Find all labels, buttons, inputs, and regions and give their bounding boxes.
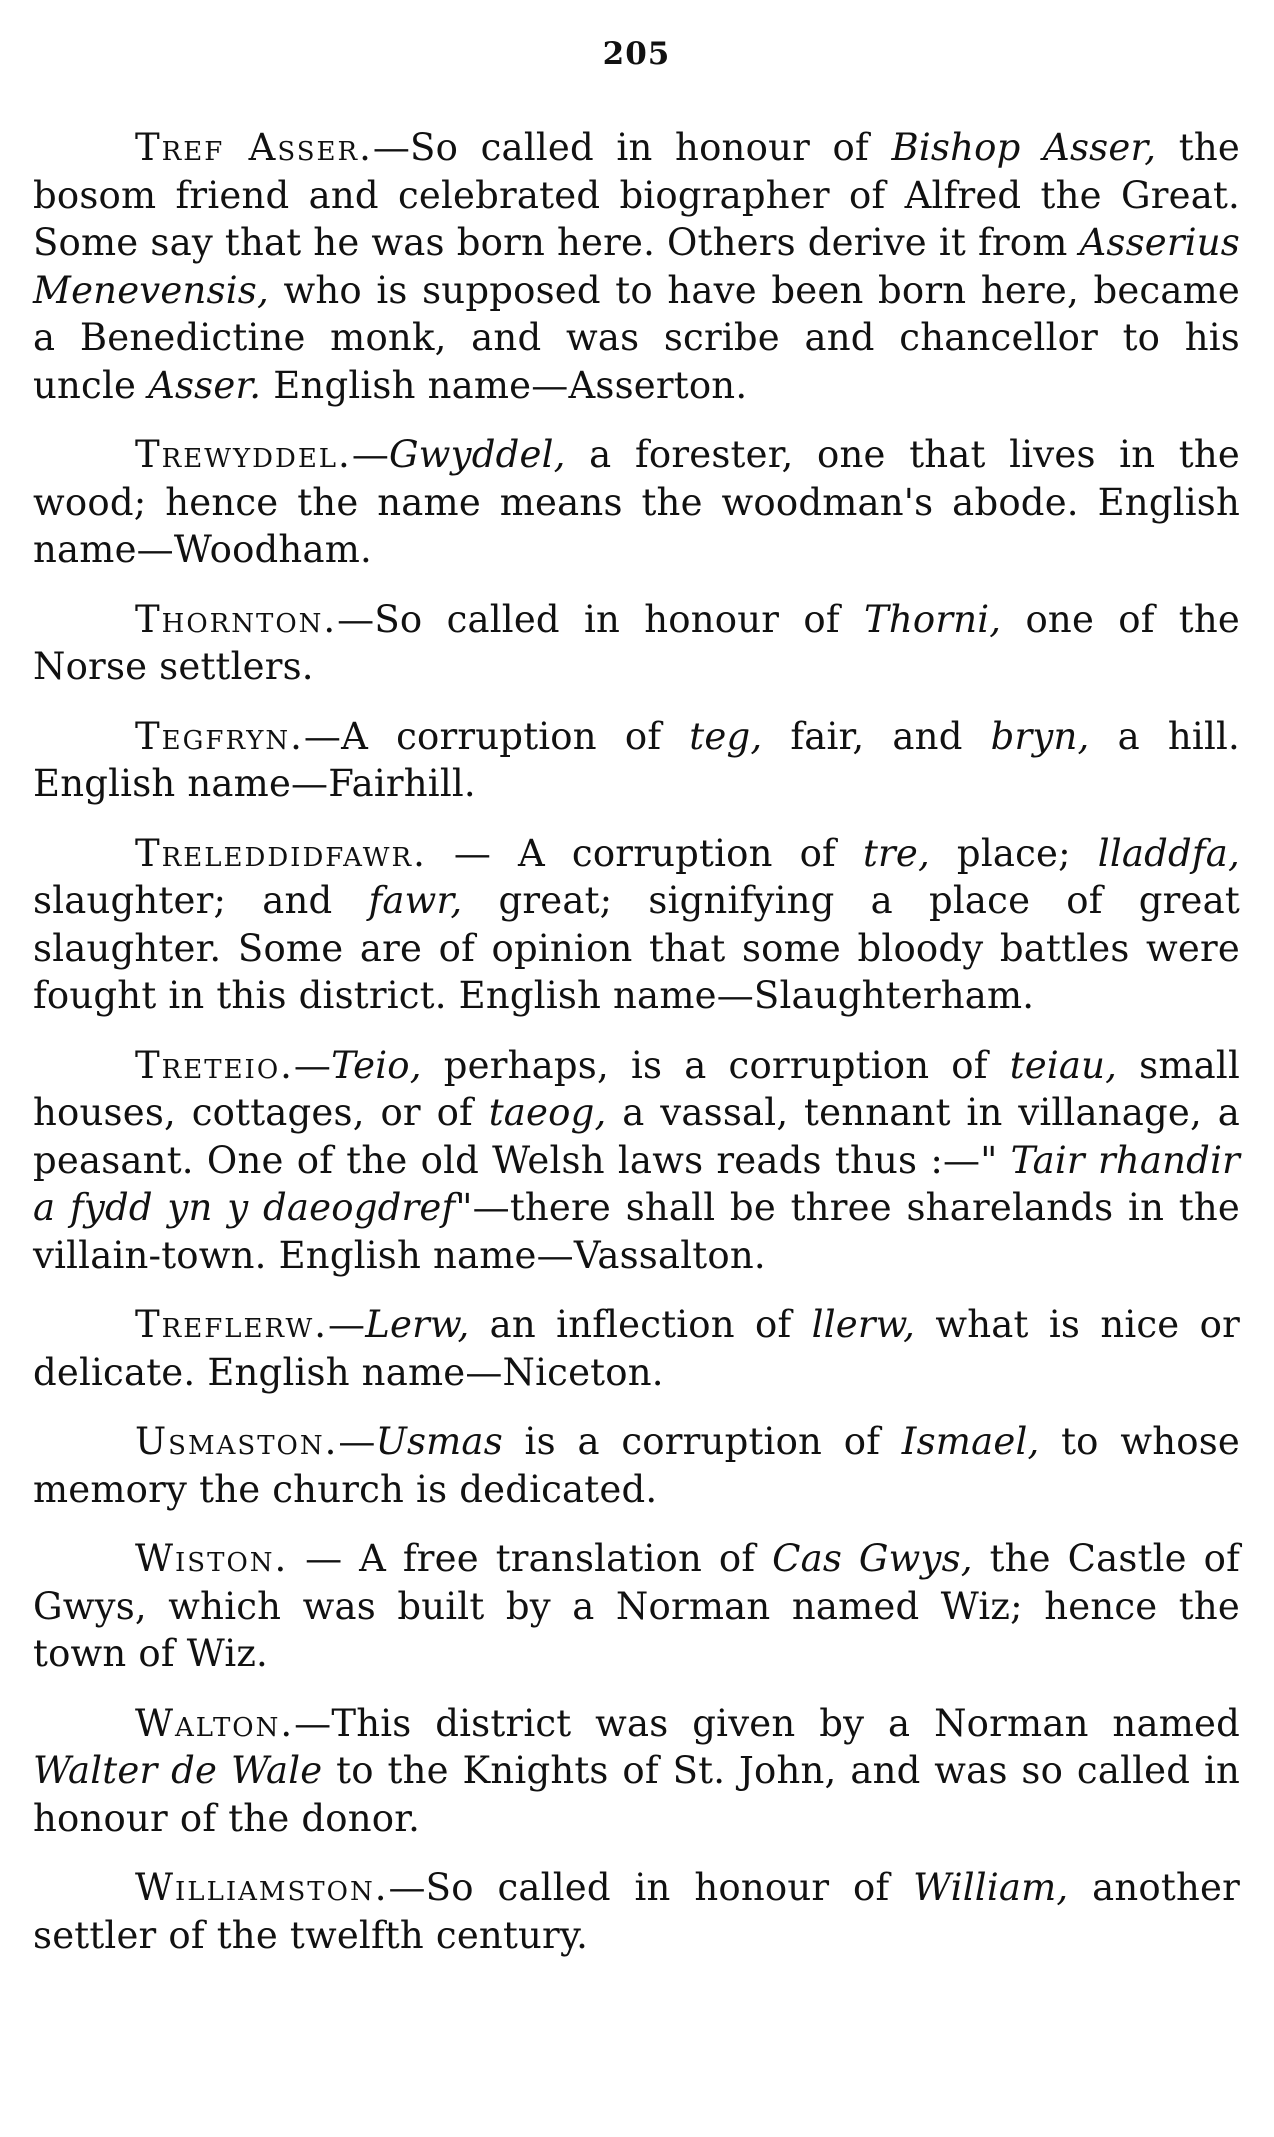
italic-term: Usmas (375, 1420, 503, 1463)
italic-term: Walter de Wale (33, 1749, 323, 1792)
entry-text: an inflection of (469, 1303, 812, 1346)
entry-text: — (338, 1420, 376, 1463)
entry-headword: Treteio. (135, 1043, 294, 1087)
entry-headword: Usmaston. (135, 1420, 339, 1463)
place-name-entry (33, 596, 1240, 691)
place-name-entry (33, 124, 1240, 409)
italic-term: William, (913, 1866, 1069, 1909)
entry-text: the bosom friend and celebrated biographer of Alfred the Great. Some say that he was born here. Others derive it from (33, 126, 1240, 264)
entry-headword: Treflerw. (135, 1303, 329, 1346)
entry-text: — (293, 1043, 332, 1087)
entry-text: another settler of the twelfth century. (33, 1866, 1240, 1957)
place-name-entry (33, 431, 1240, 574)
place-name-entry (33, 1700, 1240, 1843)
entry-text: —This district was given by a Norman named (294, 1701, 1240, 1745)
entry-headword: Thornton. (135, 597, 338, 641)
entry-text: place; (929, 831, 1098, 875)
entry-text: slaughter; and (33, 879, 369, 922)
italic-term: Cas Gwys, (772, 1537, 973, 1580)
entry-text: — (351, 433, 390, 476)
page-number: 205 (602, 36, 671, 72)
place-name-entry (33, 1301, 1240, 1396)
italic-term: bryn, (990, 714, 1090, 758)
italic-term: fawr, (368, 879, 463, 922)
italic-term: lladdfa, (1097, 831, 1240, 875)
italic-term: teiau, (1009, 1043, 1118, 1087)
italic-term: Ismael, (901, 1420, 1040, 1463)
entry-text: the Castle of Gwys, which was built by a Norman named Wiz; hence the town of Wiz. (33, 1537, 1240, 1675)
entry-text: "—there shall be three sharelands in the villain-town. English name—Vassalton. (33, 1186, 1240, 1277)
entry-text: great; signifying a place of great slaughter. Some are of opinion that some bloody battles were fought in this district. English name—Slaughterham. (33, 879, 1240, 1017)
entry-text: —A corruption of (303, 714, 690, 758)
entry-text: fair, and (762, 714, 991, 758)
italic-term: Gwyddel, (389, 433, 566, 476)
entry-headword: Tegfryn. (135, 714, 304, 758)
italic-term: Asser. (148, 363, 262, 407)
italic-term: teg, (689, 714, 763, 758)
entry-text: small houses, cottages, or of (33, 1043, 1240, 1134)
italic-term: llerw, (811, 1303, 916, 1346)
entry-text: — A free translation of (288, 1537, 773, 1580)
entry-headword: Trewyddel. (135, 433, 352, 476)
entry-headword: Wiston. (135, 1537, 289, 1580)
entry-text: perhaps, is a corruption of (421, 1043, 1010, 1087)
entry-text: English name—Asserton. (261, 363, 748, 407)
italic-term: Lerw, (365, 1303, 470, 1346)
entry-text: who is supposed to have been born here, became a Benedictine monk, and was scribe and chancellor to his uncle (33, 268, 1240, 407)
italic-term: taeog, (488, 1091, 607, 1134)
entry-list (33, 124, 1240, 1981)
entry-text: what is nice or delicate. English name—Niceton. (33, 1303, 1240, 1394)
place-name-entry (33, 1864, 1240, 1959)
place-name-entry (33, 830, 1240, 1020)
place-name-entry (33, 1535, 1240, 1678)
entry-text: —So called in honour of (372, 126, 892, 169)
italic-term: Thorni, (863, 597, 1002, 641)
place-name-entry (33, 1042, 1240, 1280)
entry-text: —So called in honour of (388, 1866, 914, 1909)
entry-text: — A corruption of (426, 831, 863, 875)
entry-headword: Williamston. (135, 1866, 389, 1909)
entry-text: a vassal, tennant in villanage, a peasant. One of the old Welsh laws reads thus :—" (33, 1091, 1240, 1182)
italic-term: Asserius Menevensis, (33, 221, 1240, 312)
italic-term: Teio, (331, 1043, 422, 1087)
entry-headword: Tref Asser. (135, 126, 373, 169)
italic-term: Bishop Asser, (891, 126, 1157, 169)
entry-text: —So called in honour of (337, 597, 864, 641)
entry-text: to whose memory the church is dedicated. (33, 1420, 1240, 1511)
entry-text: a forester, one that lives in the wood; hence the name means the woodman's abode. English name—Woodham. (33, 433, 1240, 571)
italic-term: tre, (862, 831, 930, 875)
entry-text: one of the Norse settlers. (33, 597, 1240, 688)
place-name-entry (33, 713, 1240, 808)
entry-headword: Walton. (135, 1701, 295, 1745)
entry-text: is a corruption of (502, 1420, 902, 1463)
entry-text: a hill. English name—Fairhill. (33, 714, 1240, 805)
italic-term: Tair rhandir a fydd yn y daeogdref (33, 1138, 1240, 1229)
entry-text: to the Knights of St. John, and was so called in honour of the donor. (33, 1749, 1241, 1840)
entry-text: — (328, 1303, 366, 1346)
entry-headword: Treleddidfawr. (135, 831, 427, 875)
place-name-entry (33, 1418, 1240, 1513)
